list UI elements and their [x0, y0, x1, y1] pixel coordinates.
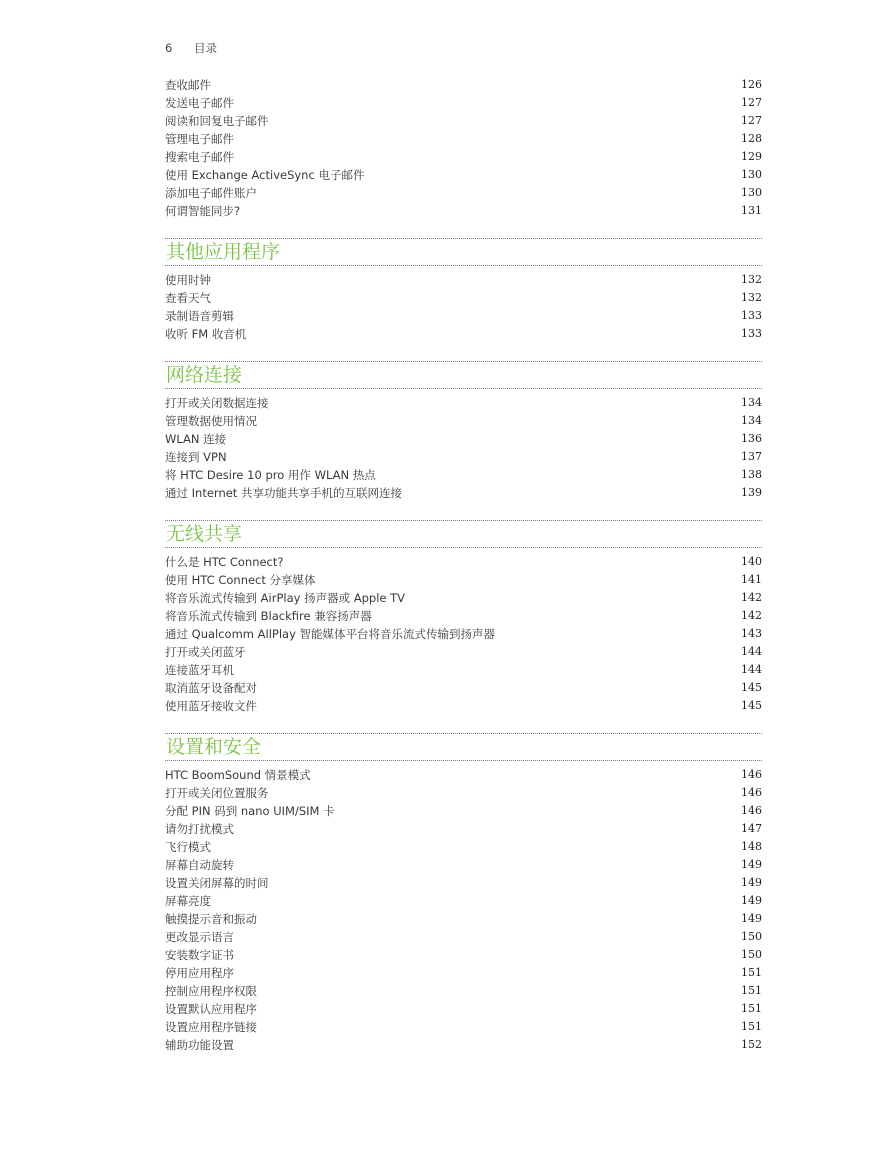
toc-entry[interactable] [165, 838, 762, 856]
toc-entry-label: 将音乐流式传输到 AirPlay 扬声器或 Apple TV [165, 591, 406, 605]
toc-entry-label: 使用 HTC Connect 分享媒体 [165, 573, 316, 587]
toc-entry[interactable] [165, 589, 762, 607]
toc-entry[interactable] [165, 289, 762, 307]
page-header [165, 40, 217, 56]
toc-entry[interactable] [165, 484, 762, 502]
toc-entry-page-number: 143 [741, 627, 762, 640]
toc-entry-page-number: 130 [741, 186, 762, 199]
toc-entry[interactable] [165, 820, 762, 838]
toc-entry-page-number: 152 [741, 1038, 762, 1051]
toc-entry[interactable] [165, 76, 762, 94]
toc-entry-page-number: 129 [741, 150, 762, 163]
toc-entry[interactable] [165, 571, 762, 589]
toc-entry-label: 何谓智能同步? [165, 204, 241, 218]
toc-entry[interactable] [165, 430, 762, 448]
toc-entry-label: 使用蓝牙接收文件 [165, 699, 257, 713]
toc-entry-page-number: 146 [741, 804, 762, 817]
toc-entry-label: WLAN 连接 [165, 432, 227, 446]
toc-entry[interactable] [165, 874, 762, 892]
page-header-title: 目录 [193, 41, 217, 55]
toc-entry-label: 添加电子邮件账户 [165, 186, 257, 200]
dotted-divider [165, 760, 762, 761]
toc-entry-page-number: 139 [741, 486, 762, 499]
toc-entry-label: 管理电子邮件 [165, 132, 234, 146]
toc-entry-page-number: 149 [741, 876, 762, 889]
toc-entry-page-number: 126 [741, 78, 762, 91]
toc-entry-page-number: 149 [741, 894, 762, 907]
toc-entry-label: 屏幕自动旋转 [165, 858, 234, 872]
toc-entry-label: 打开或关闭蓝牙 [165, 645, 246, 659]
dotted-divider [165, 388, 762, 389]
toc-entry-label: 设置默认应用程序 [165, 1002, 257, 1016]
toc-entry-label: 打开或关闭位置服务 [165, 786, 269, 800]
toc-entry-label: 收听 FM 收音机 [165, 327, 247, 341]
toc-entry[interactable] [165, 184, 762, 202]
toc-entry[interactable] [165, 112, 762, 130]
toc-entry-page-number: 137 [741, 450, 762, 463]
toc-entry[interactable] [165, 679, 762, 697]
toc-entry-label: 录制语音剪辑 [165, 309, 234, 323]
toc-entry-page-number: 138 [741, 468, 762, 481]
toc-entry-label: 连接到 VPN [165, 450, 227, 464]
toc-entry-page-number: 151 [741, 1020, 762, 1033]
toc-entry[interactable] [165, 802, 762, 820]
table-of-contents [165, 76, 762, 1054]
toc-entry-page-number: 145 [741, 681, 762, 694]
toc-entry-label: 屏幕亮度 [165, 894, 211, 908]
toc-entry-label: 使用时钟 [165, 273, 211, 287]
toc-entry[interactable] [165, 928, 762, 946]
toc-entry-page-number: 146 [741, 768, 762, 781]
toc-entry-label: 辅助功能设置 [165, 1038, 234, 1052]
toc-entry[interactable] [165, 466, 762, 484]
toc-entry-label: 飞行模式 [165, 840, 211, 854]
toc-entry-page-number: 136 [741, 432, 762, 445]
toc-entry[interactable] [165, 166, 762, 184]
toc-entry[interactable] [165, 94, 762, 112]
toc-entry-label: 阅读和回复电子邮件 [165, 114, 269, 128]
toc-entry[interactable] [165, 607, 762, 625]
toc-entry-page-number: 151 [741, 966, 762, 979]
toc-entry-page-number: 128 [741, 132, 762, 145]
toc-entry[interactable] [165, 271, 762, 289]
dotted-divider [165, 547, 762, 548]
toc-entry-page-number: 145 [741, 699, 762, 712]
toc-entry-page-number: 146 [741, 786, 762, 799]
toc-entry[interactable] [165, 130, 762, 148]
toc-entry[interactable] [165, 856, 762, 874]
toc-entry-label: 打开或关闭数据连接 [165, 396, 269, 410]
toc-entry[interactable] [165, 697, 762, 715]
toc-entry-label: 请勿打扰模式 [165, 822, 234, 836]
toc-entry-label: 将 HTC Desire 10 pro 用作 WLAN 热点 [165, 468, 376, 482]
toc-entry-label: 设置应用程序链接 [165, 1020, 257, 1034]
toc-entry-label: 将音乐流式传输到 Blackfire 兼容扬声器 [165, 609, 372, 623]
toc-entry[interactable] [165, 982, 762, 1000]
toc-entry-page-number: 134 [741, 414, 762, 427]
toc-entry[interactable] [165, 1000, 762, 1018]
page-number: 6 [165, 41, 173, 55]
toc-entry-page-number: 147 [741, 822, 762, 835]
toc-entry[interactable] [165, 394, 762, 412]
toc-entry[interactable] [165, 148, 762, 166]
toc-entry-label: 触摸提示音和振动 [165, 912, 257, 926]
toc-entry[interactable] [165, 964, 762, 982]
toc-entry-page-number: 149 [741, 858, 762, 871]
toc-entry[interactable] [165, 784, 762, 802]
toc-entry[interactable] [165, 325, 762, 343]
toc-entry-label: 使用 Exchange ActiveSync 电子邮件 [165, 168, 365, 182]
toc-entry-page-number: 132 [741, 273, 762, 286]
toc-entry-label: 连接蓝牙耳机 [165, 663, 234, 677]
toc-entry-page-number: 133 [741, 327, 762, 340]
toc-entry-page-number: 132 [741, 291, 762, 304]
toc-entry-label: 查看天气 [165, 291, 211, 305]
toc-entry-label: 通过 Qualcomm AllPlay 智能媒体平台将音乐流式传输到扬声器 [165, 627, 496, 641]
toc-entry-page-number: 140 [741, 555, 762, 568]
toc-entry-page-number: 141 [741, 573, 762, 586]
toc-entry[interactable] [165, 892, 762, 910]
toc-entry-label: 分配 PIN 码到 nano UIM/SIM 卡 [165, 804, 335, 818]
toc-entry-page-number: 148 [741, 840, 762, 853]
toc-entry-label: 安装数字证书 [165, 948, 234, 962]
toc-entry[interactable] [165, 448, 762, 466]
toc-entry-page-number: 144 [741, 645, 762, 658]
toc-entry-page-number: 144 [741, 663, 762, 676]
toc-entry-label: 更改显示语言 [165, 930, 234, 944]
toc-entry[interactable] [165, 1018, 762, 1036]
toc-entry-label: 搜索电子邮件 [165, 150, 234, 164]
toc-entry[interactable] [165, 661, 762, 679]
toc-entry-page-number: 131 [741, 204, 762, 217]
section-title[interactable]: 网络连接 [166, 364, 243, 386]
dotted-divider [165, 265, 762, 266]
toc-entry-label: 控制应用程序权限 [165, 984, 257, 998]
toc-entry-page-number: 151 [741, 984, 762, 997]
toc-entry-label: 设置关闭屏幕的时间 [165, 876, 269, 890]
toc-entry[interactable] [165, 910, 762, 928]
section-title[interactable]: 无线共享 [166, 523, 243, 545]
toc-entry-page-number: 149 [741, 912, 762, 925]
toc-entry[interactable] [165, 202, 762, 220]
toc-entry-label: HTC BoomSound 情景模式 [165, 768, 311, 782]
toc-entry-label: 停用应用程序 [165, 966, 234, 980]
toc-entry[interactable] [165, 946, 762, 964]
toc-entry-page-number: 151 [741, 1002, 762, 1015]
section-heading-block [165, 733, 762, 761]
toc-entry-label: 发送电子邮件 [165, 96, 234, 110]
toc-entry[interactable] [165, 307, 762, 325]
toc-entry-label: 查收邮件 [165, 78, 211, 92]
toc-entry-label: 取消蓝牙设备配对 [165, 681, 257, 695]
toc-entry[interactable] [165, 1036, 762, 1054]
section-heading-block [165, 361, 762, 389]
toc-entry-label: 管理数据使用情况 [165, 414, 257, 428]
toc-entry-page-number: 142 [741, 591, 762, 604]
toc-entry-page-number: 150 [741, 930, 762, 943]
toc-entry[interactable] [165, 412, 762, 430]
toc-entry-page-number: 127 [741, 114, 762, 127]
toc-entry[interactable] [165, 643, 762, 661]
toc-entry-page-number: 142 [741, 609, 762, 622]
toc-entry-page-number: 150 [741, 948, 762, 961]
toc-entry-page-number: 133 [741, 309, 762, 322]
toc-entry-label: 通过 Internet 共享功能共享手机的互联网连接 [165, 486, 402, 500]
section-heading-block [165, 520, 762, 548]
toc-entry[interactable] [165, 766, 762, 784]
toc-entry-page-number: 127 [741, 96, 762, 109]
section-title[interactable]: 其他应用程序 [166, 241, 281, 263]
toc-entry-page-number: 130 [741, 168, 762, 181]
section-title[interactable]: 设置和安全 [166, 736, 262, 758]
toc-entry-page-number: 134 [741, 396, 762, 409]
toc-entry[interactable] [165, 625, 762, 643]
toc-entry[interactable] [165, 553, 762, 571]
section-heading-block [165, 238, 762, 266]
toc-entry-label: 什么是 HTC Connect? [165, 555, 284, 569]
